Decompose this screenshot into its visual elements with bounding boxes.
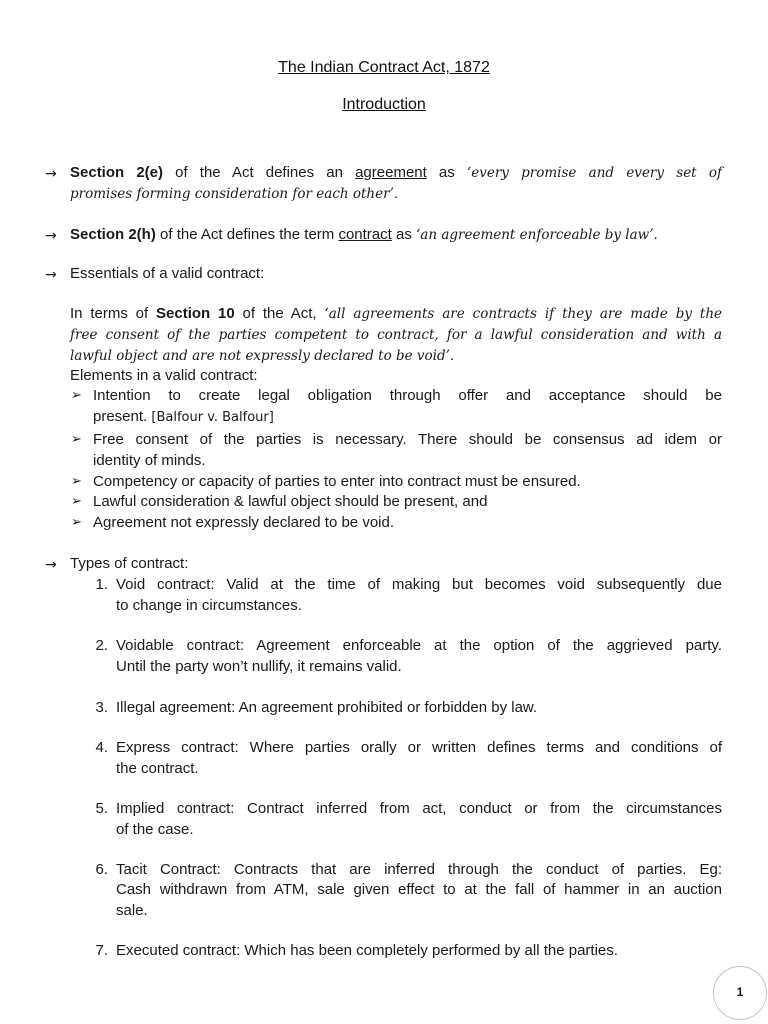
arrowhead-bullet-icon: ➢ xyxy=(71,474,82,489)
section-heading-introduction: Introduction xyxy=(342,96,426,113)
arrowhead-bullet-icon: ➢ xyxy=(71,515,82,530)
list-number: 2. xyxy=(95,637,108,654)
type-item-6-line-3: sale. xyxy=(116,902,148,919)
types-heading: Types of contract: xyxy=(70,555,189,572)
text-span: In terms of xyxy=(70,305,157,322)
section-2h-label: Section 2(h) xyxy=(70,226,156,243)
essentials-heading: Essentials of a valid contract: xyxy=(70,265,265,282)
type-item-1-line-1: Void contract: Valid at the time of making but becomes void subsequently due xyxy=(116,576,722,593)
elements-heading: Elements in a valid contract: xyxy=(70,367,258,384)
list-number: 5. xyxy=(95,800,108,817)
type-item-4-line-2: the contract. xyxy=(116,760,199,777)
section-10-line-3 xyxy=(70,346,454,366)
arrow-icon: → xyxy=(45,166,57,182)
definition-quote: ‘every promise and every set of xyxy=(466,165,722,181)
text-span: of the Act defines the term xyxy=(155,226,339,243)
type-item-4-line-1: Express contract: Where parties orally or written defines terms and conditions of xyxy=(116,739,722,756)
section-10-quote-cont: lawful object and are not expressly declared to be void’ xyxy=(70,348,450,364)
definition-quote: ‘an agreement enforceable by law’ xyxy=(416,227,654,243)
list-number: 7. xyxy=(95,942,108,959)
type-item-1-line-2: to change in circumstances. xyxy=(116,597,302,614)
list-number: 1. xyxy=(95,576,108,593)
type-item-6-line-2: Cash withdrawn from ATM, sale given effect to at the fall of hammer in an auction xyxy=(116,881,722,898)
section-10-label: Section 10 xyxy=(156,305,235,322)
element-item-1-line-2 xyxy=(93,407,274,428)
term-contract: contract xyxy=(338,226,392,243)
definition-quote-cont: promises forming consideration for each other’ xyxy=(70,186,394,202)
type-item-3: Illegal agreement: An agreement prohibited or forbidden by law. xyxy=(116,699,538,716)
arrow-icon: → xyxy=(45,557,57,573)
document-title: The Indian Contract Act, 1872 xyxy=(278,59,490,76)
text-span: . xyxy=(449,347,455,364)
section-2e-line-2 xyxy=(70,184,398,204)
type-item-5-line-2: of the case. xyxy=(116,821,194,838)
section-10-line-2 xyxy=(70,325,722,345)
section-10-line-1 xyxy=(70,304,722,324)
arrowhead-bullet-icon: ➢ xyxy=(71,494,82,509)
type-item-7: Executed contract: Which has been completely performed by all the parties. xyxy=(116,942,618,959)
text-span: . xyxy=(393,185,399,202)
type-item-6-line-1: Tacit Contract: Contracts that are inferred through the conduct of parties. Eg: xyxy=(116,861,722,878)
text-span: . xyxy=(653,226,658,243)
text-span: of the Act defines an xyxy=(163,164,356,181)
text-span: as xyxy=(426,164,467,181)
arrow-icon: → xyxy=(45,267,57,283)
type-item-2-line-2: Until the party won’t nullify, it remains valid. xyxy=(116,658,402,675)
text-span: present. xyxy=(93,408,152,425)
section-10-quote-cont: free consent of the parties competent to contract, for a lawful consideration and with a xyxy=(70,327,722,343)
term-agreement: agreement xyxy=(355,164,427,181)
list-number: 4. xyxy=(95,739,108,756)
element-item-3: Competency or capacity of parties to enter into contract must be ensured. xyxy=(93,473,581,490)
element-item-2-line-2: identity of minds. xyxy=(93,452,206,469)
list-number: 3. xyxy=(95,699,108,716)
section-2h-line xyxy=(70,225,658,245)
element-item-5: Agreement not expressly declared to be void. xyxy=(93,514,395,531)
list-number: 6. xyxy=(95,861,108,878)
page-number: 1 xyxy=(736,985,744,999)
element-item-1-line-1: Intention to create legal obligation through offer and acceptance should be xyxy=(93,387,722,404)
arrow-icon: → xyxy=(45,228,57,244)
type-item-2-line-1: Voidable contract: Agreement enforceable at the option of the aggrieved party. xyxy=(116,637,722,654)
case-citation: [Balfour v. Balfour] xyxy=(151,410,274,425)
section-2e-line-1 xyxy=(70,163,722,183)
section-10-quote: ‘all agreements are contracts if they are made by the xyxy=(324,306,723,322)
type-item-5-line-1: Implied contract: Contract inferred from act, conduct or from the circumstances xyxy=(116,800,722,817)
text-span: as xyxy=(391,226,416,243)
section-2e-label: Section 2(e) xyxy=(70,164,163,181)
element-item-2-line-1: Free consent of the parties is necessary. There should be consensus ad idem or xyxy=(93,431,722,448)
element-item-4: Lawful consideration & lawful object should be present, and xyxy=(93,493,488,510)
arrowhead-bullet-icon: ➢ xyxy=(71,388,82,403)
arrowhead-bullet-icon: ➢ xyxy=(71,432,82,447)
text-span: of the Act, xyxy=(234,305,325,322)
